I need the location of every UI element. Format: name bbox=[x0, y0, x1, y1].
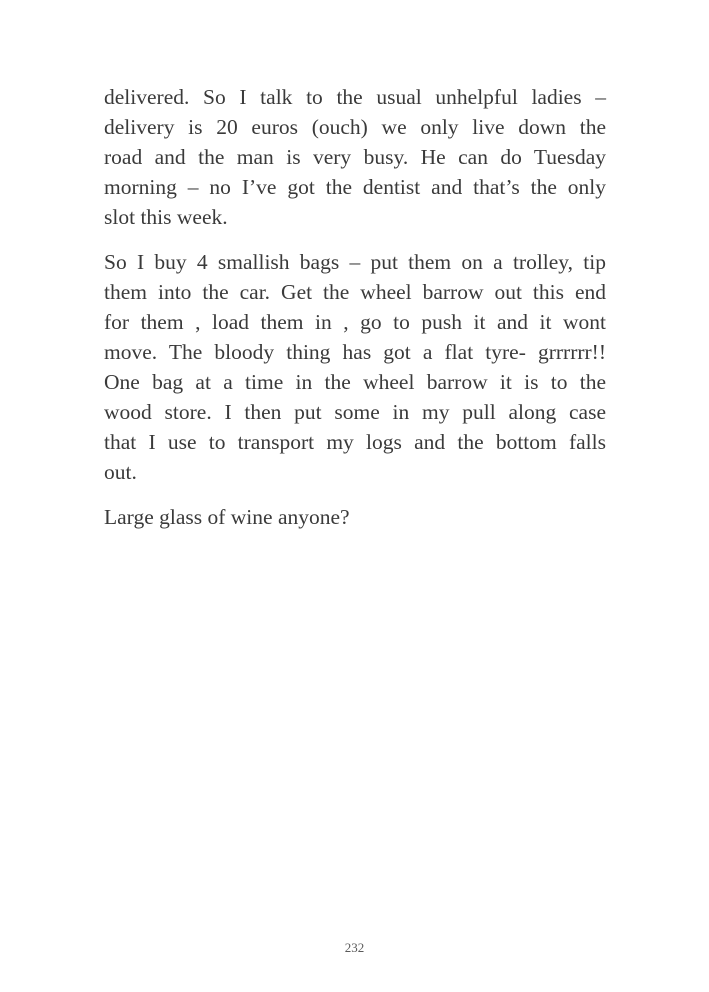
text-line: move. The bloody thing has got a flat tyre- grrrrrr!! bbox=[104, 340, 606, 364]
paragraph bbox=[104, 247, 606, 487]
text-block bbox=[104, 82, 606, 547]
text-line: them into the car. Get the wheel barrow out this end bbox=[104, 280, 606, 304]
text-line: delivery is 20 euros (ouch) we only live down the bbox=[104, 115, 606, 139]
text-line: One bag at a time in the wheel barrow it is to the bbox=[104, 370, 606, 394]
text-line: Large glass of wine anyone? bbox=[104, 505, 350, 529]
paragraph bbox=[104, 502, 606, 532]
text-line: out. bbox=[104, 460, 137, 484]
text-line: slot this week. bbox=[104, 205, 228, 229]
paragraph bbox=[104, 82, 606, 232]
page-number: 232 bbox=[344, 940, 365, 955]
text-line: delivered. So I talk to the usual unhelpful ladies – bbox=[104, 85, 606, 109]
text-line: for them , load them in , go to push it and it wont bbox=[104, 310, 606, 334]
text-line: road and the man is very busy. He can do Tuesday bbox=[104, 145, 606, 169]
text-line: that I use to transport my logs and the bottom falls bbox=[104, 430, 606, 454]
text-line: wood store. I then put some in my pull along case bbox=[104, 400, 606, 424]
text-line: morning – no I’ve got the dentist and that’s the only bbox=[104, 175, 606, 199]
text-line: So I buy 4 smallish bags – put them on a trolley, tip bbox=[104, 250, 606, 274]
